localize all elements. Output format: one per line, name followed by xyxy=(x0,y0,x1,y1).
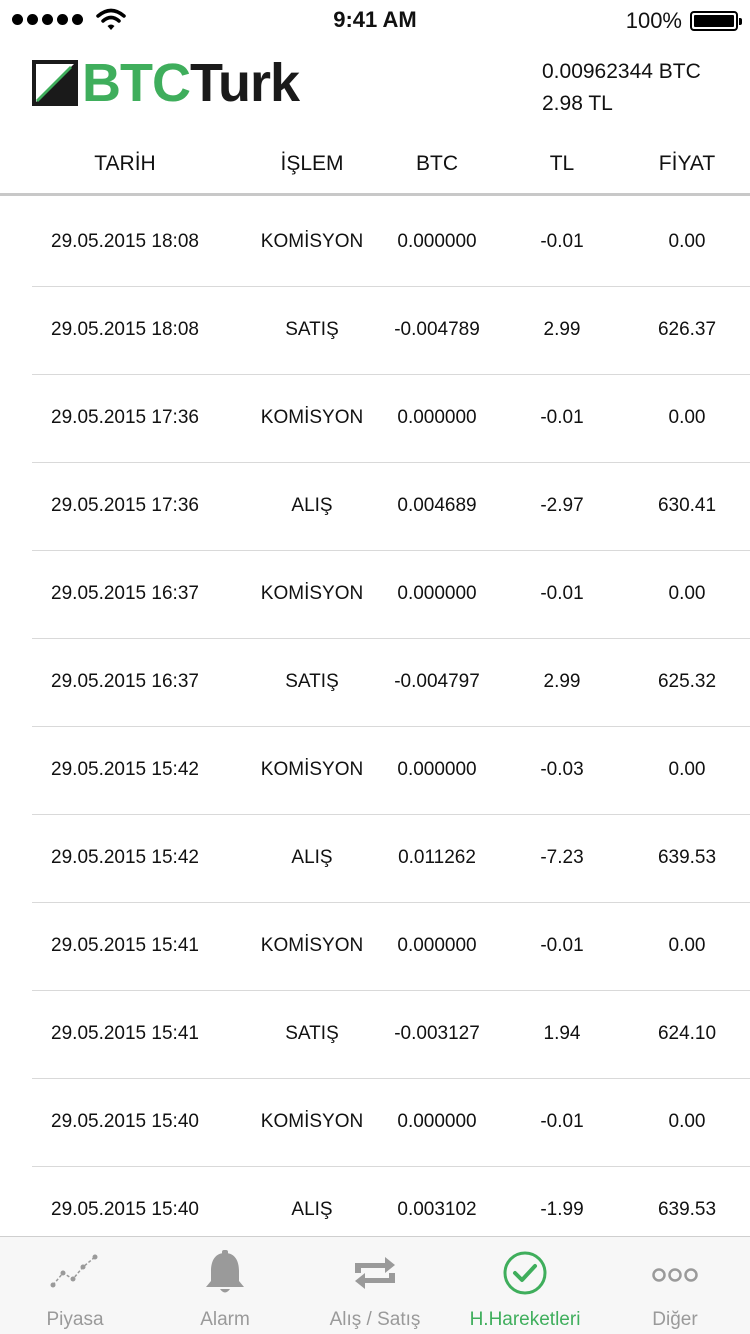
cell-btc: 0.000000 xyxy=(397,407,477,428)
table-row[interactable] xyxy=(32,1167,750,1235)
cell-price: 0.00 xyxy=(668,1111,706,1132)
cell-btc: 0.000000 xyxy=(397,935,477,956)
cell-operation: ALIŞ xyxy=(291,847,333,868)
swap-arrows-icon xyxy=(349,1249,401,1297)
column-header-btc[interactable]: BTC xyxy=(416,152,458,175)
tab-piyasa[interactable] xyxy=(0,1237,150,1334)
cell-btc: 0.000000 xyxy=(397,759,477,780)
bell-icon xyxy=(199,1249,251,1297)
tab-label-alarm: Alarm xyxy=(200,1309,250,1330)
battery-percentage: 100% xyxy=(625,8,682,33)
cell-tl: -1.99 xyxy=(540,1199,584,1220)
cell-operation: KOMİSYON xyxy=(260,1111,364,1132)
status-time: 9:41 AM xyxy=(333,7,417,32)
table-header xyxy=(0,130,750,196)
cell-operation: ALIŞ xyxy=(291,495,333,516)
cell-btc: 0.000000 xyxy=(397,583,477,604)
logo-btc-text: BTC xyxy=(82,53,190,113)
column-header-price[interactable]: FİYAT xyxy=(658,152,716,175)
cell-price: 639.53 xyxy=(657,847,717,868)
tab-label-hesap-hareketleri: H.Hareketleri xyxy=(469,1309,581,1330)
table-row[interactable] xyxy=(32,287,750,375)
cell-operation: KOMİSYON xyxy=(260,231,364,252)
tab-label-diger: Diğer xyxy=(652,1309,698,1330)
logo-turk-text: Turk xyxy=(189,53,299,113)
cell-price: 625.32 xyxy=(657,671,717,692)
tab-hesap-hareketleri[interactable] xyxy=(450,1237,600,1334)
cell-price: 0.00 xyxy=(668,407,706,428)
table-row[interactable] xyxy=(32,199,750,287)
table-row[interactable] xyxy=(32,639,750,727)
cell-date: 29.05.2015 18:08 xyxy=(51,319,199,340)
table-row[interactable] xyxy=(32,463,750,551)
cell-date: 29.05.2015 15:41 xyxy=(51,1023,199,1044)
cell-btc: -0.003127 xyxy=(394,1023,480,1044)
table-row[interactable] xyxy=(32,1079,750,1167)
tab-alarm[interactable] xyxy=(150,1237,300,1334)
cell-operation: SATIŞ xyxy=(285,671,339,692)
cell-price: 0.00 xyxy=(668,583,706,604)
cell-price: 626.37 xyxy=(657,319,717,340)
cell-operation: KOMİSYON xyxy=(260,407,364,428)
cell-btc: 0.004689 xyxy=(397,495,477,516)
cell-price: 0.00 xyxy=(668,231,706,252)
cell-date: 29.05.2015 15:42 xyxy=(51,759,199,780)
cell-tl: -0.03 xyxy=(540,759,584,780)
cell-date: 29.05.2015 18:08 xyxy=(51,231,199,252)
cell-price: 639.53 xyxy=(657,1199,717,1220)
cell-date: 29.05.2015 15:42 xyxy=(51,847,199,868)
table-row[interactable] xyxy=(32,815,750,903)
tab-bar xyxy=(0,1236,750,1334)
cell-tl: -0.01 xyxy=(540,231,584,252)
balance-btc: 0.00962344 BTC xyxy=(542,60,701,83)
cell-tl: -7.23 xyxy=(540,847,584,868)
btcturk-logo xyxy=(32,53,299,113)
cell-tl: -0.01 xyxy=(540,407,584,428)
cell-btc: 0.000000 xyxy=(397,1111,477,1132)
table-row[interactable] xyxy=(32,727,750,815)
cell-date: 29.05.2015 17:36 xyxy=(51,495,199,516)
column-header-date[interactable]: TARİH xyxy=(94,152,156,175)
cell-tl: -0.01 xyxy=(540,1111,584,1132)
tab-alis-satis[interactable] xyxy=(300,1237,450,1334)
table-row[interactable] xyxy=(32,375,750,463)
cell-date: 29.05.2015 15:41 xyxy=(51,935,199,956)
cell-price: 630.41 xyxy=(657,495,717,516)
cell-date: 29.05.2015 16:37 xyxy=(51,671,199,692)
cell-operation: KOMİSYON xyxy=(260,935,364,956)
cell-date: 29.05.2015 17:36 xyxy=(51,407,199,428)
chart-line-icon xyxy=(49,1249,101,1297)
check-circle-icon xyxy=(499,1249,551,1297)
transaction-list[interactable] xyxy=(0,199,750,1235)
tab-label-piyasa: Piyasa xyxy=(46,1309,104,1330)
cell-operation: ALIŞ xyxy=(291,1199,333,1220)
cell-tl: -0.01 xyxy=(540,583,584,604)
cell-tl: -0.01 xyxy=(540,935,584,956)
cell-btc: 0.003102 xyxy=(397,1199,477,1220)
account-balance xyxy=(542,56,701,120)
cell-btc: 0.011262 xyxy=(398,847,476,868)
cell-operation: SATIŞ xyxy=(285,319,339,340)
cell-price: 0.00 xyxy=(668,759,706,780)
table-row[interactable] xyxy=(32,551,750,639)
battery-icon xyxy=(690,11,738,31)
cell-date: 29.05.2015 15:40 xyxy=(51,1111,199,1132)
cell-operation: SATIŞ xyxy=(285,1023,339,1044)
cell-tl: 2.99 xyxy=(543,319,581,340)
balance-tl: 2.98 TL xyxy=(542,92,613,115)
status-bar xyxy=(0,0,750,40)
table-row[interactable] xyxy=(32,903,750,991)
cell-btc: -0.004797 xyxy=(394,671,480,692)
logo-mark-icon xyxy=(32,60,78,106)
tab-diger[interactable] xyxy=(600,1237,750,1334)
column-header-tl[interactable]: TL xyxy=(549,152,575,175)
tab-label-alis-satis: Alış / Satış xyxy=(329,1309,421,1330)
cell-tl: 1.94 xyxy=(543,1023,581,1044)
cell-price: 624.10 xyxy=(657,1023,717,1044)
cell-btc: 0.000000 xyxy=(397,231,477,252)
cell-tl: -2.97 xyxy=(540,495,584,516)
column-header-operation[interactable]: İŞLEM xyxy=(280,152,344,175)
cell-date: 29.05.2015 16:37 xyxy=(51,583,199,604)
app-header xyxy=(0,40,750,130)
cell-date: 29.05.2015 15:40 xyxy=(51,1199,199,1220)
cell-operation: KOMİSYON xyxy=(260,583,364,604)
table-row[interactable] xyxy=(32,991,750,1079)
cell-operation: KOMİSYON xyxy=(260,759,364,780)
cell-tl: 2.99 xyxy=(543,671,581,692)
more-dots-icon xyxy=(649,1249,701,1297)
cell-price: 0.00 xyxy=(668,935,706,956)
cell-btc: -0.004789 xyxy=(394,319,480,340)
